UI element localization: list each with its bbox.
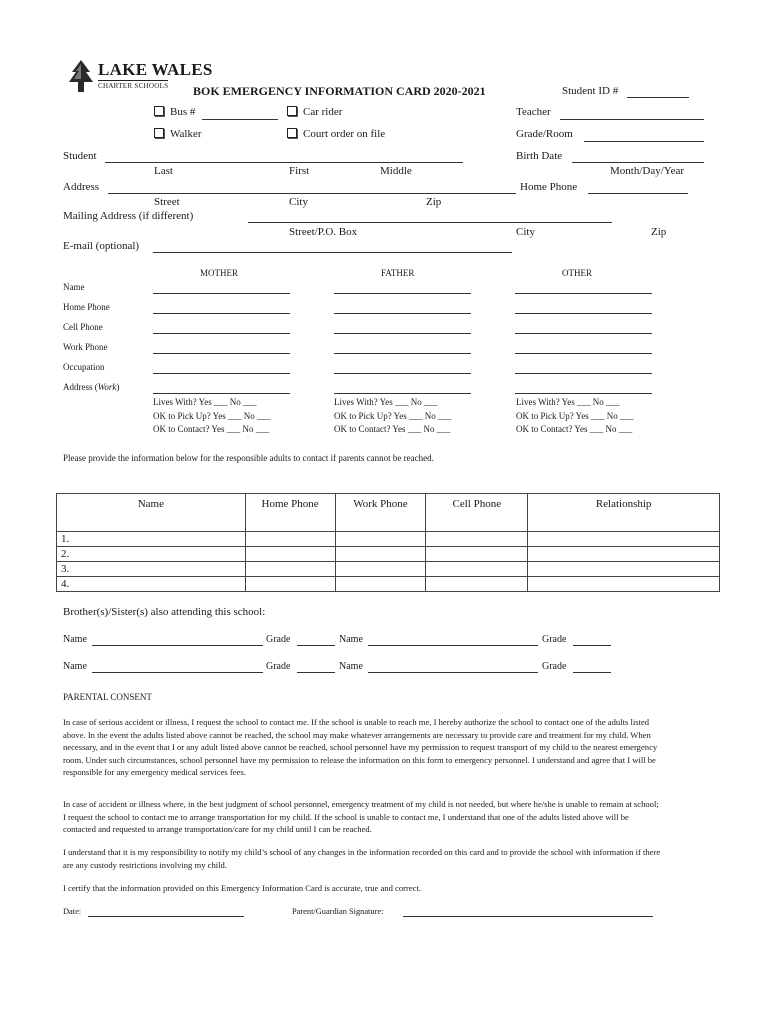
other-name-field[interactable] [515,293,652,294]
teacher-field[interactable] [560,119,704,120]
table-cell[interactable] [335,532,426,547]
col-header-work-phone: Work Phone [335,494,426,532]
last-sublabel: Last [154,165,173,177]
row-number[interactable]: 2. [57,547,246,562]
mother-occupation-field[interactable] [153,373,290,374]
parent-home-phone-label: Home Phone [63,302,110,312]
court-order-option[interactable]: Court order on file [287,128,385,140]
street-po-sublabel: Street/P.O. Box [289,226,358,238]
emergency-contacts-table [56,493,720,592]
other-ok-contact[interactable]: OK to Contact? Yes ___ No ___ [516,424,633,434]
address-label: Address [63,181,100,193]
address-field[interactable] [108,193,516,194]
logo-text: LAKE WALES [98,60,213,79]
row-number[interactable]: 1. [57,532,246,547]
sibling4-name-field[interactable] [368,672,538,673]
mother-header: MOTHER [200,268,238,278]
table-cell[interactable] [335,547,426,562]
sibling3-name-field[interactable] [92,672,263,673]
birth-date-field[interactable] [572,162,704,163]
sibling3-grade-field[interactable] [297,672,335,673]
grade-room-field[interactable] [584,141,704,142]
mother-address-field[interactable] [153,393,290,394]
tree-logo-icon [66,58,96,94]
father-lives-with[interactable]: Lives With? Yes ___ No ___ [334,397,438,407]
city2-sublabel: City [516,226,535,238]
other-work-phone-field[interactable] [515,353,652,354]
teacher-label: Teacher [516,106,551,118]
logo-subtext: CHARTER SCHOOLS [98,82,169,90]
sibling3-name-label: Name [63,661,87,672]
table-cell[interactable] [335,562,426,577]
middle-sublabel: Middle [380,165,412,177]
zip2-sublabel: Zip [651,226,667,238]
other-occupation-field[interactable] [515,373,652,374]
table-cell[interactable] [245,562,335,577]
zip-sublabel: Zip [426,196,442,208]
father-name-field[interactable] [334,293,471,294]
date-label: Date: [63,907,82,916]
other-header: OTHER [562,268,592,278]
form-title: BOK EMERGENCY INFORMATION CARD 2020-2021 [193,84,486,98]
signature-label: Parent/Guardian Signature: [292,907,384,916]
sibling4-grade-label: Grade [542,661,567,672]
first-sublabel: First [289,165,310,177]
table-row[interactable] [57,562,720,577]
table-cell[interactable] [245,547,335,562]
parent-name-label: Name [63,282,85,292]
sibling2-name-field[interactable] [368,645,538,646]
sibling4-grade-field[interactable] [573,672,611,673]
consent-paragraph-1: In case of serious accident or illness, I request the school to contact me. If the school is unable to reach me, I hereby authorize the school to contact one of the adults listed above. In the event the adults listed above cannot be reached, the school may make whatever arrangements are necessary to provide care and treatment for my child. When necessary, and in the event that I or any adult listed above cannot be reached, school personnel have my permission to request transport of my child to the nearest emergency room. Under such circumstances, school personnel have my permission to release the information on this form to emergency personnel. I understand and agree that I will be responsible for any emergency medical services fees. [63,717,658,778]
table-cell[interactable] [335,577,426,592]
mailing-address-label: Mailing Address (if different) [63,210,194,222]
table-cell[interactable] [426,577,528,592]
other-cell-phone-field[interactable] [515,333,652,334]
student-id-label: Student ID # [562,85,619,97]
father-ok-contact[interactable]: OK to Contact? Yes ___ No ___ [334,424,451,434]
signature-field[interactable] [403,916,653,917]
sibling2-grade-label: Grade [542,634,567,645]
row-number[interactable]: 3. [57,562,246,577]
father-permissions[interactable] [334,396,452,437]
student-id-field[interactable] [627,97,689,98]
student-name-field[interactable] [105,162,463,163]
student-label: Student [63,150,97,162]
other-address-field[interactable] [515,393,652,394]
table-row[interactable] [57,547,720,562]
other-ok-pick-up[interactable]: OK to Pick Up? Yes ___ No ___ [516,410,634,421]
grade-room-label: Grade/Room [516,128,573,140]
parent-address-work-label: Address (Work) [63,382,120,392]
bus-checkbox[interactable] [154,106,164,116]
consent-paragraph-2: In case of accident or illness where, in the best judgment of school personnel, emergency treatment of my child is not needed, but where he/she is unable to remain at school; I request the school to contact me to arrange transportation for my child. If the school is unable to contact me, I understand that one of the adults listed above will be contacted and requested to arrange transportation/care for my child until I can be reached. [63,799,659,835]
city-sublabel: City [289,196,308,208]
table-cell[interactable] [528,547,720,562]
siblings-title: Brother(s)/Sister(s) also attending this school: [63,606,266,618]
table-header-row [57,494,720,532]
mother-home-phone-field[interactable] [153,313,290,314]
col-header-relationship: Relationship [528,494,720,532]
walker-checkbox[interactable] [154,128,164,138]
table-cell[interactable] [426,547,528,562]
sibling4-name-label: Name [339,661,363,672]
sibling2-name-label: Name [339,634,363,645]
father-cell-phone-field[interactable] [334,333,471,334]
mother-work-phone-field[interactable] [153,353,290,354]
father-home-phone-field[interactable] [334,313,471,314]
car-rider-option[interactable]: Car rider [287,106,342,118]
sibling1-grade-field[interactable] [297,645,335,646]
home-phone-field[interactable] [588,193,688,194]
email-field[interactable] [153,252,512,253]
mother-lives-with[interactable]: Lives With? Yes ___ No ___ [153,397,257,407]
parent-occupation-label: Occupation [63,362,105,372]
mother-ok-contact[interactable]: OK to Contact? Yes ___ No ___ [153,424,270,434]
bus-option[interactable]: Bus # [154,106,195,118]
table-row[interactable] [57,577,720,592]
email-label: E-mail (optional) [63,240,140,252]
table-cell[interactable] [528,577,720,592]
table-cell[interactable] [245,577,335,592]
mother-name-field[interactable] [153,293,290,294]
table-cell[interactable] [528,532,720,547]
table-cell[interactable] [528,562,720,577]
birth-date-label: Birth Date [516,150,563,162]
father-ok-pick-up[interactable]: OK to Pick Up? Yes ___ No ___ [334,410,452,421]
other-permissions[interactable] [516,396,634,437]
sibling2-grade-field[interactable] [573,645,611,646]
mother-ok-pick-up[interactable]: OK to Pick Up? Yes ___ No ___ [153,410,271,421]
father-address-field[interactable] [334,393,471,394]
other-lives-with[interactable]: Lives With? Yes ___ No ___ [516,397,620,407]
table-cell[interactable] [426,532,528,547]
contacts-intro: Please provide the information below for the responsible adults to contact if parents cannot be reached. [63,453,434,463]
col-header-name: Name [57,494,246,532]
sibling1-name-label: Name [63,634,87,645]
mother-permissions[interactable] [153,396,271,437]
col-header-cell-phone: Cell Phone [426,494,528,532]
father-occupation-field[interactable] [334,373,471,374]
birth-format-sublabel: Month/Day/Year [610,165,685,177]
walker-option[interactable]: Walker [154,128,202,140]
consent-title: PARENTAL CONSENT [63,692,152,702]
parent-work-phone-label: Work Phone [63,342,108,352]
table-cell[interactable] [245,532,335,547]
father-header: FATHER [381,268,415,278]
street-sublabel: Street [154,196,180,208]
col-header-home-phone: Home Phone [245,494,335,532]
sibling1-name-field[interactable] [92,645,263,646]
car-rider-checkbox[interactable] [287,106,297,116]
consent-paragraph-3: I understand that it is my responsibility to notify my child’s school of any changes in the information recorded on this card and to provide the school with information if there are any custody restrictions involving my child. [63,847,661,870]
bus-number-field[interactable] [202,119,278,120]
father-work-phone-field[interactable] [334,353,471,354]
sibling1-grade-label: Grade [266,634,291,645]
parent-cell-phone-label: Cell Phone [63,322,103,332]
consent-paragraph-4: I certify that the information provided on this Emergency Information Card is accurate, true and correct. [63,883,422,893]
court-order-checkbox[interactable] [287,128,297,138]
table-row[interactable] [57,532,720,547]
mother-cell-phone-field[interactable] [153,333,290,334]
row-number[interactable]: 4. [57,577,246,592]
other-home-phone-field[interactable] [515,313,652,314]
sibling3-grade-label: Grade [266,661,291,672]
mailing-address-field[interactable] [248,222,612,223]
home-phone-label: Home Phone [520,181,578,193]
date-field[interactable] [88,916,244,917]
table-cell[interactable] [426,562,528,577]
